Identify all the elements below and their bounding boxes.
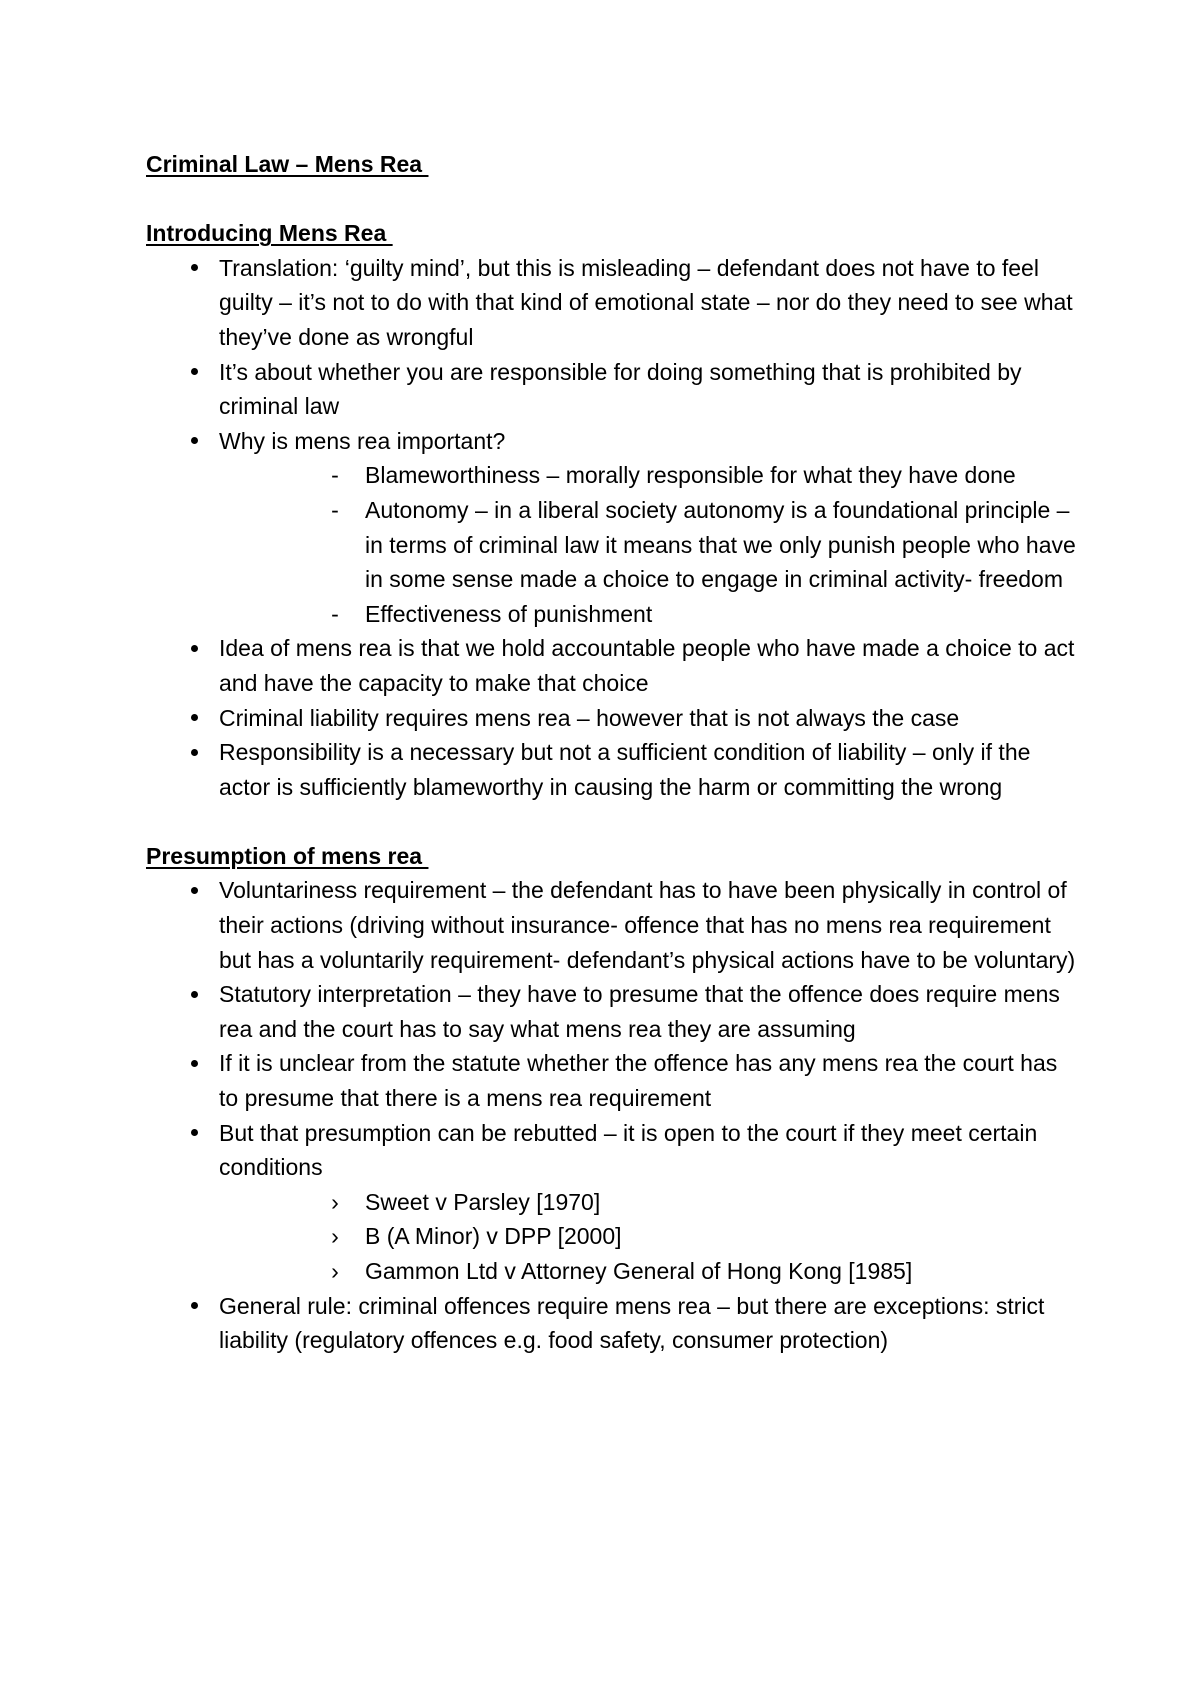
bullet-list [146,251,1076,805]
chevron-right-icon: › [331,1223,339,1250]
bullet-item [146,355,1076,424]
bullet-text: If it is unclear from the statute whether the offence has any mens rea the court has to presume that there is a mens rea requirement [219,1050,1058,1112]
bullet-dot-icon [191,887,198,894]
bullet-icon [184,873,204,908]
bullet-list [146,873,1076,1357]
sub-item [219,1185,1076,1220]
bullet-item [146,873,1076,977]
bullet-dot-icon [191,264,198,271]
bullet-dot-icon [191,437,198,444]
bullet-item [146,1116,1076,1289]
bullet-item [146,977,1076,1046]
sub-item [219,1219,1076,1254]
sub-item-text: Gammon Ltd v Attorney General of Hong Kong [1985] [365,1258,913,1284]
bullet-text: Why is mens rea important? [219,427,506,454]
sub-item [219,493,1076,597]
bullet-dot-icon [191,749,198,756]
bullet-item [146,1289,1076,1358]
sub-item-text: Blameworthiness – morally responsible for what they have done [365,462,1016,489]
bullet-dot-icon [191,368,198,375]
bullet-item [146,701,1076,736]
document-body [146,147,1076,1358]
bullet-dot-icon [191,645,198,652]
bullet-icon [184,701,204,736]
bullet-icon [184,1116,204,1151]
sub-list [219,1185,1076,1289]
bullet-text: Idea of mens rea is that we hold accountable people who have made a choice to act and have the capacity to make that choice [219,635,1075,696]
bullet-dot-icon [191,991,198,998]
bullet-item [146,251,1076,355]
sub-item-text: Sweet v Parsley [1970] [365,1188,601,1215]
bullet-item [146,735,1076,804]
chevron-right-icon: › [331,1188,339,1215]
bullet-text: Translation: ‘guilty mind’, but this is misleading – defendant does not have to feel guilty – it’s not to do with that kind of emotional state – nor do they need to see what they’ve done as wrongful [219,254,1073,350]
bullet-icon [184,735,204,770]
sections-container [146,216,1076,1358]
bullet-icon [184,424,204,459]
sub-list [219,458,1076,631]
bullet-item [146,1046,1076,1115]
bullet-text: Criminal liability requires mens rea – however that is not always the case [219,704,960,731]
bullet-text: Responsibility is a necessary but not a sufficient condition of liability – only if the actor is sufficiently blameworthy in causing the harm or committing the wrong [219,739,1031,800]
chevron-right-icon: › [331,1258,339,1284]
blank-line [146,804,1076,839]
bullet-icon [184,355,204,390]
bullet-icon [184,631,204,666]
section-heading: Presumption of mens rea [146,842,429,869]
sub-item [219,458,1076,493]
bullet-icon [184,1046,204,1081]
bullet-item [146,424,1076,632]
bullet-text: Statutory interpretation – they have to presume that the offence does require mens rea and the court has to say what mens rea they are assuming [219,981,1060,1042]
document-title: Criminal Law – Mens Rea [146,151,429,177]
dash-icon: - [331,462,339,489]
bullet-text: General rule: criminal offences require mens rea – but there are exceptions: strict liability (regulatory offences e.g. food safety, consumer protection) [219,1292,1045,1354]
bullet-dot-icon [191,1129,198,1136]
bullet-dot-icon [191,1060,198,1067]
sub-item [219,1254,1076,1289]
bullet-icon [184,1289,204,1324]
bullet-text: It’s about whether you are responsible for doing something that is prohibited by criminal law [219,358,1022,420]
sub-item [219,597,1076,632]
sub-item-text: Effectiveness of punishment [365,600,653,627]
dash-icon: - [331,496,339,523]
bullet-icon [184,977,204,1012]
blank-line [146,182,1076,217]
bullet-icon [184,251,204,286]
dash-icon: - [331,600,339,627]
bullet-text: Voluntariness requirement – the defendant has to have been physically in control of their actions (driving without insurance- offence that has no mens rea requirement but has a voluntarily requirement- defendant’s physical actions have to be voluntary) [219,877,1076,973]
sub-item-text: Autonomy – in a liberal society autonomy is a foundational principle – in terms of criminal law it means that we only punish people who have in some sense made a choice to engage in criminal activity- freedom [365,496,1076,593]
bullet-dot-icon [191,1302,198,1309]
sub-item-text: B (A Minor) v DPP [2000] [365,1223,622,1250]
bullet-text: But that presumption can be rebutted – it is open to the court if they meet certain conditions [219,1119,1038,1181]
bullet-item [146,631,1076,700]
bullet-dot-icon [191,714,198,721]
section-heading: Introducing Mens Rea [146,220,393,247]
